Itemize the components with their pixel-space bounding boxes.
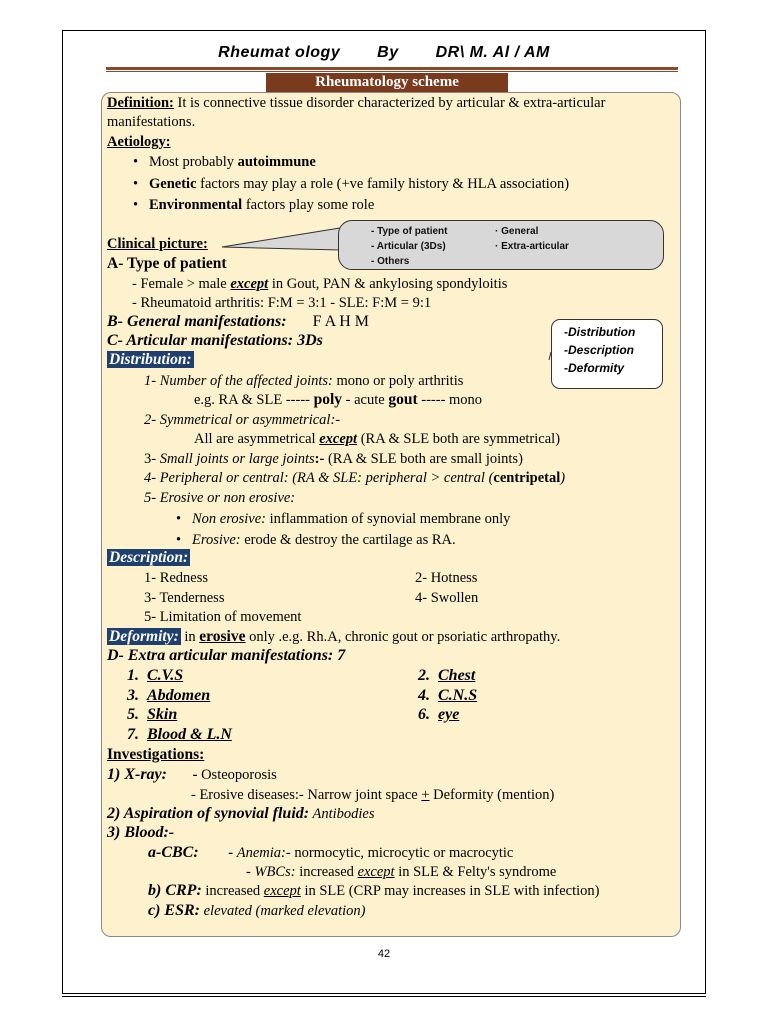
erosive-bullet [192, 510, 510, 528]
text: increased [201, 883, 264, 899]
text: in SLE (CRP may increases in SLE with infection) [300, 883, 600, 899]
text-italic: Non erosive: [192, 511, 266, 527]
text-bold: Genetic [149, 176, 197, 192]
text: increased [295, 864, 358, 880]
text: mono or poly arthritis [332, 373, 464, 389]
text-italic: Small joints or large joints [159, 451, 315, 467]
text: factors play some role [242, 197, 375, 213]
label: Blood & L.N [147, 726, 232, 743]
distribution-line [107, 351, 194, 369]
cbc-line [148, 844, 513, 862]
text: in Gout, PAN & ankylosing spondyloitis [268, 276, 508, 292]
text: (RA & SLE both are symmetrical) [357, 431, 561, 447]
text: + [421, 787, 430, 803]
label: Abdomen [147, 687, 211, 704]
extra-item [127, 706, 177, 724]
text-bold: centripetal [493, 470, 561, 486]
text: Most probably [149, 154, 238, 170]
definition-line [107, 94, 605, 112]
text: Deformity (mention) [429, 787, 555, 803]
text: - Female > male [132, 276, 231, 292]
description-item: 3- Tenderness [144, 590, 225, 606]
page-number: 42 [377, 948, 391, 960]
number: 5. [127, 706, 139, 723]
text-bold: Environmental [149, 197, 243, 213]
distribution-item [144, 469, 565, 487]
text: - [246, 864, 255, 880]
dash: - [192, 767, 198, 783]
header-subject: Rheumat ology [218, 44, 341, 61]
text-emphasis: except [357, 864, 395, 880]
text-italic: Antibodies [309, 806, 375, 822]
header-rule [106, 67, 678, 70]
esr-line [148, 902, 365, 920]
three-ds-item: -Distribution [564, 325, 636, 339]
distribution-item [144, 372, 463, 390]
text-italic: 1- Number of the affected joints: [144, 373, 333, 389]
extra-item [418, 687, 477, 705]
text-bold: poly [313, 391, 343, 408]
distribution-label: Distribution: [109, 351, 192, 368]
aetiology-label: Aetiology: [107, 134, 171, 150]
text-emphasis: except [230, 276, 269, 292]
xray-heading: 1) X-ray: [107, 766, 167, 783]
investigations-label: Investigations: [107, 746, 205, 763]
callout-item: - Others [371, 256, 410, 267]
text-italic: WBCs: [254, 864, 296, 880]
callout-item: - Type of patient [371, 226, 448, 237]
label: eye [438, 706, 460, 723]
text-bold: autoimmune [237, 154, 316, 170]
type-of-patient-heading: A- Type of patient [107, 255, 227, 272]
text-italic: Erosive: [192, 532, 241, 548]
distribution-item: 2- Symmetrical or asymmetrical:- [144, 412, 341, 428]
text: only .e.g. Rh.A, chronic gout or psoriatic arthropathy. [245, 629, 561, 645]
deformity-label: Deformity: [109, 628, 179, 645]
definition-label: Definition: [107, 95, 174, 111]
cbc-heading: a-CBC: [148, 844, 199, 861]
definition-text-2: manifestations. [107, 114, 196, 130]
number: 3. [127, 687, 139, 704]
distribution-item: 5- Erosive or non erosive: [144, 490, 296, 506]
aetiology-bullet [149, 196, 374, 214]
text: - normocytic, microcytic or macrocytic [285, 845, 514, 861]
deformity-line [107, 628, 560, 646]
three-ds-box [551, 319, 663, 389]
label: C.V.S [147, 667, 184, 684]
articular-heading: C- Articular manifestations: 3Ds [107, 332, 323, 349]
text-italic: ) [560, 470, 566, 486]
text: Osteoporosis [201, 767, 277, 783]
description-label: Description: [109, 549, 189, 566]
aetiology-bullet [149, 175, 569, 193]
text: ----- mono [417, 392, 483, 408]
text-italic: Anemia: [236, 845, 286, 861]
extra-item [127, 667, 183, 685]
extra-articular-heading: D- Extra articular manifestations: 7 [107, 647, 346, 664]
type-of-patient-line [132, 275, 507, 293]
text: inflammation of synovial membrane only [265, 511, 511, 527]
label: Skin [147, 706, 178, 723]
description-item: 4- Swollen [415, 590, 479, 606]
number: 4. [418, 687, 430, 704]
text: in [180, 629, 200, 645]
description-line [107, 549, 190, 567]
distribution-example [194, 391, 482, 409]
xray-line [107, 766, 277, 784]
extra-item [127, 687, 210, 705]
description-item: 5- Limitation of movement [144, 609, 302, 625]
page-frame-shadow [62, 996, 706, 997]
page-header [62, 44, 706, 62]
clinical-label: Clinical picture: [107, 236, 208, 252]
number: 7. [127, 726, 139, 743]
three-ds-item: -Description [564, 343, 635, 357]
blood-heading: 3) Blood:- [107, 824, 175, 841]
label: C.N.S [438, 687, 478, 704]
number: 6. [418, 706, 430, 723]
text: factors may play a role (+ve family history & HLA association) [196, 176, 570, 192]
description-item: 2- Hotness [415, 570, 478, 586]
text-emphasis: except [319, 431, 358, 447]
number: 2. [418, 667, 430, 684]
header-rule-thin [106, 71, 678, 72]
text-bold: gout [388, 391, 418, 408]
distribution-item [144, 450, 523, 468]
three-ds-item: -Deformity [564, 361, 625, 375]
text-bold: erosive [199, 628, 246, 645]
label: Chest [438, 667, 476, 684]
text-italic: 4- Peripheral or central: (RA & SLE: peripheral > central ( [144, 470, 494, 486]
text: (RA & SLE both are small joints) [324, 451, 523, 467]
text: 3- [144, 451, 160, 467]
text: All are asymmetrical [194, 431, 320, 447]
aetiology-bullet [149, 153, 316, 171]
general-heading: B- General manifestations: [107, 313, 287, 330]
extra-item [127, 726, 232, 744]
description-item: 1- Redness [144, 570, 209, 586]
number: 1. [127, 667, 139, 684]
text-italic: elevated (marked elevation) [200, 903, 366, 919]
extra-item [418, 706, 459, 724]
text-bold: :- [314, 451, 325, 467]
crp-line [148, 882, 600, 900]
type-of-patient-ratio: - Rheumatoid arthritis: F:M = 3:1 - SLE: F:M = 9:1 [132, 295, 432, 311]
header-by: By [377, 44, 399, 61]
text: erode & destroy the cartilage as RA. [240, 532, 456, 548]
esr-heading: c) ESR: [148, 902, 200, 919]
fahm-text: F A H M [312, 313, 370, 330]
distribution-sub [194, 430, 560, 448]
callout-bubble [338, 220, 664, 270]
extra-item [418, 667, 475, 685]
text: - acute [342, 392, 389, 408]
dash: - [228, 845, 237, 861]
callout-item: - Articular (3Ds) [371, 241, 446, 252]
aspiration-line [107, 805, 374, 823]
crp-heading: b) CRP: [148, 882, 202, 899]
callout-item: · General [495, 226, 539, 237]
callout-item: · Extra-articular [495, 241, 569, 252]
general-manifestations-line [107, 313, 369, 331]
xray-line-2 [191, 786, 554, 804]
text-emphasis: except [263, 883, 301, 899]
text: - Erosive diseases:- Narrow joint space [191, 787, 422, 803]
scheme-title: Rheumatology scheme [266, 73, 508, 92]
header-author: DR\ M. Al / AM [435, 44, 550, 61]
wbc-line [246, 863, 556, 881]
text: e.g. RA & SLE ----- [194, 392, 314, 408]
text: in SLE & Felty's syndrome [394, 864, 557, 880]
aspiration-heading: 2) Aspiration of synovial fluid: [107, 805, 310, 822]
erosive-bullet [192, 531, 456, 549]
definition-text: It is connective tissue disorder characterized by articular & extra-articular [173, 95, 606, 111]
